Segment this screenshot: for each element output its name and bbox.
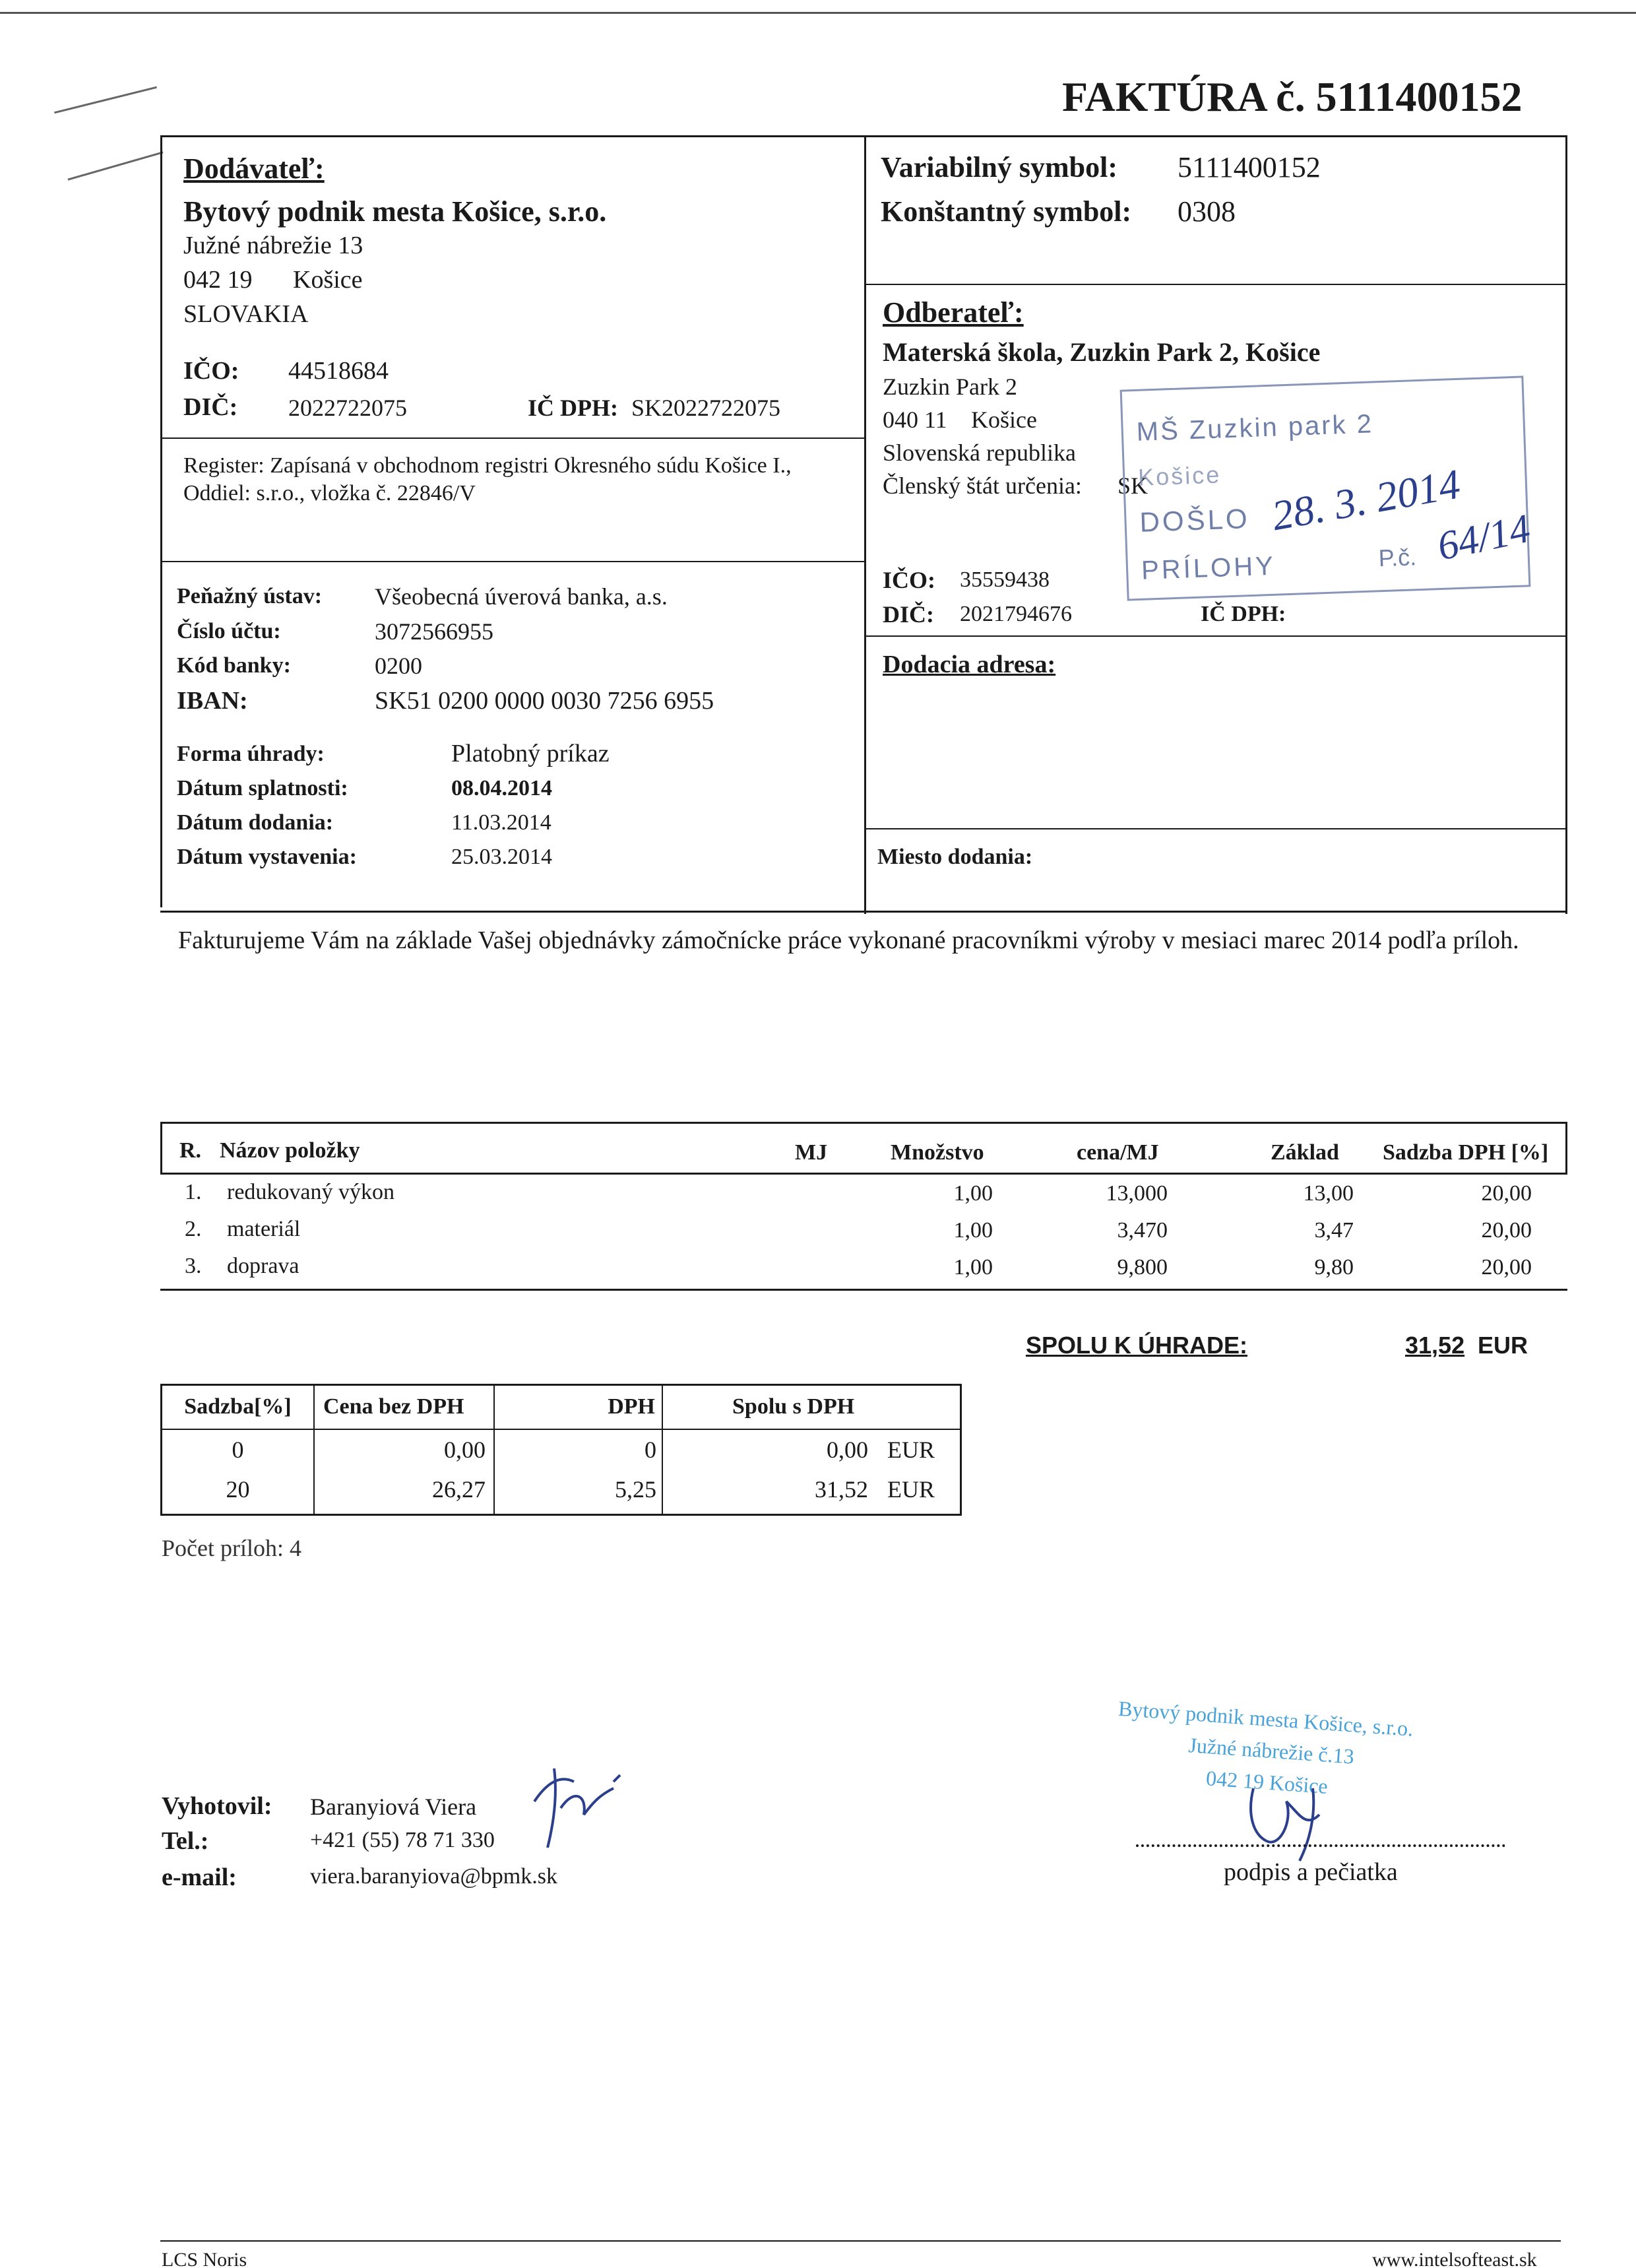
supplier-icdph: SK2022722075 — [631, 395, 781, 421]
signature-label: podpis a pečiatka — [1224, 1858, 1398, 1886]
receipt-stamp-reg-no: 64/14 — [1433, 505, 1534, 569]
footer-rule — [160, 2240, 1561, 2242]
table-row — [0, 1179, 1636, 1215]
delivery-place-label: Miesto dodania: — [877, 845, 1033, 869]
vat-header-net: Cena bez DPH — [323, 1394, 464, 1419]
payment-issue-label: Dátum vystavenia: — [177, 845, 357, 869]
supplier-ico: 44518684 — [288, 357, 389, 385]
item-qty: 1,00 — [953, 1181, 993, 1206]
items-table-right — [1565, 1122, 1567, 1175]
frame-divider — [864, 635, 1567, 637]
customer-heading: Odberateľ: — [883, 296, 1024, 329]
frame-divider — [864, 284, 1567, 285]
items-header-qty: Množstvo — [891, 1140, 984, 1165]
vat-currency: EUR — [887, 1437, 935, 1463]
vat-gross: 31,52 — [815, 1476, 868, 1503]
item-base: 3,47 — [1314, 1218, 1354, 1243]
item-rate: 20,00 — [1481, 1218, 1532, 1243]
items-header-base: Základ — [1271, 1140, 1339, 1165]
item-no: 2. — [185, 1217, 202, 1241]
total-currency: EUR — [1478, 1332, 1528, 1359]
item-name: materiál — [227, 1217, 301, 1241]
table-row — [0, 1433, 1636, 1473]
items-table-left — [160, 1122, 162, 1175]
bank-account: 3072566955 — [375, 618, 493, 645]
frame-middle — [864, 135, 866, 914]
issuer-made-by-label: Vyhotovil: — [162, 1792, 272, 1820]
item-base: 9,80 — [1314, 1255, 1354, 1280]
payment-delivery-label: Dátum dodania: — [177, 810, 334, 835]
issuer-signature — [521, 1762, 633, 1861]
supplier-dic-label: DIČ: — [183, 393, 238, 421]
customer-member-state-label: Členský štát určenia: — [883, 472, 1082, 499]
supplier-heading: Dodávateľ: — [183, 152, 325, 185]
receipt-stamp-line1: MŠ Zuzkin park 2 — [1136, 409, 1374, 447]
receipt-stamp-received: DOŠLO — [1139, 503, 1251, 538]
item-qty: 1,00 — [953, 1218, 993, 1243]
table-row — [0, 1473, 1636, 1512]
authorized-signature — [1234, 1775, 1346, 1867]
intro-text: Fakturujeme Vám na základe Vašej objednávky zámočnícke práce vykonané pracovníkmi výroby v mesiaci marec 2014 podľa príloh. — [178, 926, 1519, 954]
frame-bottom — [160, 911, 1567, 913]
vat-net: 26,27 — [432, 1476, 486, 1503]
item-no: 3. — [185, 1254, 202, 1278]
item-unit-price: 13,000 — [1106, 1181, 1168, 1206]
footer-left: LCS Noris — [162, 2249, 247, 2268]
payment-due: 08.04.2014 — [451, 776, 552, 800]
frame-left — [160, 135, 162, 907]
bank-institution: Všeobecná úverová banka, a.s. — [375, 583, 668, 610]
item-name: redukovaný výkon — [227, 1180, 395, 1204]
receipt-stamp-reg-label: P.č. — [1378, 543, 1417, 572]
delivery-address-label: Dodacia adresa: — [883, 651, 1056, 678]
scan-edge-line — [0, 12, 1636, 14]
vat-header-vat: DPH — [608, 1394, 655, 1419]
constant-symbol-label: Konštantný symbol: — [881, 195, 1132, 228]
supplier-name: Bytový podnik mesta Košice, s.r.o. — [183, 195, 607, 228]
items-header-rate: Sadzba DPH [%] — [1383, 1140, 1549, 1165]
receipt-stamp-line2: Košice — [1137, 461, 1222, 491]
bank-code: 0200 — [375, 653, 422, 679]
item-no: 1. — [185, 1180, 202, 1204]
items-table-top — [160, 1122, 1567, 1124]
payment-due-label: Dátum splatnosti: — [177, 776, 348, 800]
company-stamp-line3: 042 19 Košice — [1205, 1766, 1329, 1799]
issuer-email: viera.baranyiova@bpmk.sk — [310, 1864, 557, 1889]
supplier-ico-label: IČO: — [183, 357, 239, 385]
constant-symbol: 0308 — [1178, 195, 1236, 228]
bank-account-label: Číslo účtu: — [177, 619, 281, 643]
items-header-no: R. — [179, 1138, 202, 1163]
frame-divider — [160, 561, 865, 562]
bank-institution-label: Peňažný ústav: — [177, 584, 323, 608]
invoice-title: FAKTÚRA č. 5111400152 — [1062, 73, 1523, 120]
frame-right — [1565, 135, 1567, 914]
receipt-stamp — [1120, 375, 1534, 600]
items-table-header-bottom — [160, 1173, 1567, 1175]
frame-divider — [864, 828, 1567, 829]
bank-iban: SK51 0200 0000 0030 7256 6955 — [375, 687, 714, 715]
vat-table-header-bottom — [160, 1429, 962, 1430]
vat-currency: EUR — [887, 1476, 935, 1503]
customer-dic: 2021794676 — [960, 602, 1072, 626]
frame-divider — [160, 437, 865, 439]
scan-mark — [54, 86, 157, 114]
item-rate: 20,00 — [1481, 1181, 1532, 1206]
company-stamp-line2: Južné nábrežie č.13 — [1187, 1733, 1355, 1768]
receipt-stamp-date: 28. 3. 2014 — [1268, 460, 1464, 540]
supplier-icdph-label: IČ DPH: — [528, 395, 618, 421]
item-rate: 20,00 — [1481, 1255, 1532, 1280]
issuer-tel: +421 (55) 78 71 330 — [310, 1828, 495, 1852]
table-row — [0, 1215, 1636, 1252]
vat-header-rate: Sadzba[%] — [184, 1394, 292, 1419]
issuer-made-by: Baranyiová Viera — [310, 1794, 477, 1820]
supplier-dic: 2022722075 — [288, 395, 407, 421]
item-name: doprava — [227, 1254, 299, 1278]
customer-ico-label: IČO: — [883, 567, 935, 593]
supplier-register: Register: Zapísaná v obchodnom registri Okresného súdu Košice I., Oddiel: s.r.o., vložka č. 22846/V — [183, 453, 792, 505]
supplier-country: SLOVAKIA — [183, 300, 309, 328]
issuer-tel-label: Tel.: — [162, 1827, 209, 1855]
customer-member-state: SK — [1117, 472, 1148, 499]
variable-symbol: 5111400152 — [1178, 151, 1321, 183]
items-header-unit: MJ — [795, 1140, 828, 1165]
items-header-price: cena/MJ — [1077, 1140, 1159, 1165]
total-label: SPOLU K ÚHRADE: — [1026, 1332, 1248, 1359]
vat-net: 0,00 — [444, 1437, 486, 1463]
customer-ico: 35559438 — [960, 567, 1050, 592]
customer-zip: 040 11 — [883, 406, 947, 433]
receipt-stamp-attachments: PRÍLOHY — [1141, 551, 1276, 585]
supplier-zip: 042 19 — [183, 266, 253, 294]
items-header-name: Názov položky — [220, 1138, 360, 1163]
vat-header-gross: Spolu s DPH — [732, 1394, 855, 1419]
payment-method-label: Forma úhrady: — [177, 742, 325, 766]
bank-iban-label: IBAN: — [177, 687, 248, 715]
customer-icdph-label: IČ DPH: — [1201, 602, 1286, 626]
payment-delivery: 11.03.2014 — [451, 810, 551, 835]
table-row — [0, 1252, 1636, 1289]
vat-rate: 0 — [232, 1437, 244, 1463]
attachments-count: Počet príloh: 4 — [162, 1535, 301, 1561]
bank-code-label: Kód banky: — [177, 653, 291, 678]
company-stamp-line1: Bytový podnik mesta Košice, s.r.o. — [1117, 1696, 1414, 1741]
vat-vat: 5,25 — [615, 1476, 656, 1503]
customer-dic-label: DIČ: — [883, 601, 934, 628]
payment-issue: 25.03.2014 — [451, 845, 552, 869]
payment-method: Platobný príkaz — [451, 740, 610, 767]
item-base: 13,00 — [1303, 1181, 1354, 1206]
customer-country: Slovenská republika — [883, 439, 1076, 466]
customer-name: Materská škola, Zuzkin Park 2, Košice — [883, 337, 1321, 367]
scan-mark — [67, 151, 163, 180]
signature-line — [1136, 1844, 1505, 1847]
customer-city: Košice — [971, 406, 1037, 433]
supplier-street: Južné nábrežie 13 — [183, 232, 363, 259]
item-unit-price: 9,800 — [1117, 1255, 1168, 1280]
vat-gross: 0,00 — [827, 1437, 868, 1463]
total-amount: 31,52 — [1405, 1332, 1465, 1359]
issuer-email-label: e-mail: — [162, 1863, 237, 1891]
vat-vat: 0 — [645, 1437, 656, 1463]
item-qty: 1,00 — [953, 1255, 993, 1280]
vat-rate: 20 — [226, 1476, 250, 1503]
item-unit-price: 3,470 — [1117, 1218, 1168, 1243]
variable-symbol-label: Variabilný symbol: — [881, 151, 1118, 183]
footer-right: www.intelsofteast.sk — [1372, 2249, 1537, 2268]
supplier-city: Košice — [293, 266, 363, 294]
customer-street: Zuzkin Park 2 — [883, 373, 1017, 400]
